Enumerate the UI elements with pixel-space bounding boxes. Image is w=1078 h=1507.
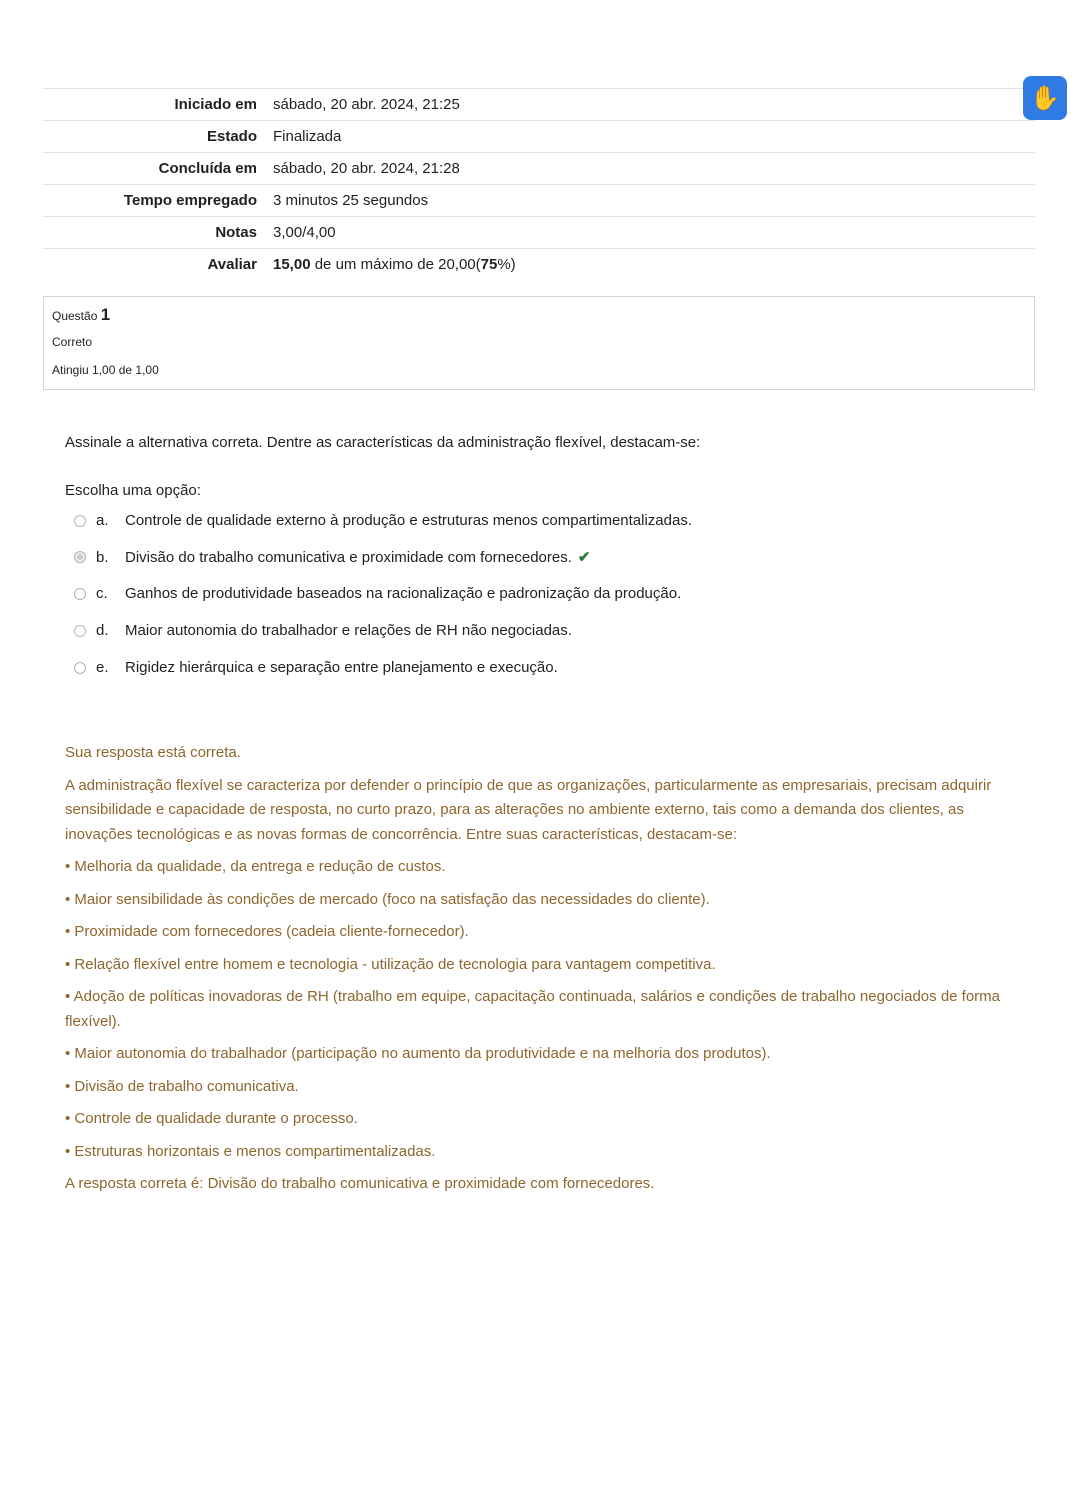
summary-row: Avaliar 15,00 de um máximo de 20,00(75%) — [43, 249, 1035, 281]
question-text: Assinale a alternativa correta. Dentre as características da administração flexível, destacam-se: — [65, 434, 701, 451]
summary-row: Concluída em sábado, 20 abr. 2024, 21:28 — [43, 153, 1035, 185]
option-e[interactable]: e. Rigidez hierárquica e separação entre planejamento e execução. — [74, 659, 558, 676]
summary-row: Tempo empregado 3 minutos 25 segundos — [43, 185, 1035, 217]
radio-button[interactable] — [74, 662, 86, 674]
option-a[interactable]: a. Controle de qualidade externo à produção e estruturas menos compartimentalizadas. — [74, 512, 692, 529]
summary-row: Notas 3,00/4,00 — [43, 217, 1035, 249]
question-info-box — [43, 296, 1035, 390]
question-state: Correto — [52, 335, 93, 349]
radio-button[interactable] — [74, 515, 86, 527]
answer-prompt: Escolha uma opção: — [65, 482, 201, 499]
sign-language-hands-icon: ✋ — [1030, 84, 1060, 112]
vlibras-accessibility-button[interactable] — [1023, 76, 1067, 120]
summary-row: Estado Finalizada — [43, 121, 1035, 153]
option-d[interactable]: d. Maior autonomia do trabalhador e relações de RH não negociadas. — [74, 622, 572, 639]
option-b[interactable]: b. Divisão do trabalho comunicativa e proximidade com fornecedores. ✔ — [74, 548, 590, 566]
summary-row: Iniciado em sábado, 20 abr. 2024, 21:25 — [43, 89, 1035, 121]
radio-button[interactable] — [74, 625, 86, 637]
question-mark: Atingiu 1,00 de 1,00 — [52, 363, 159, 377]
grade-value: 15,00 de um máximo de 20,00(75%) — [273, 256, 516, 273]
option-c[interactable]: c. Ganhos de produtividade baseados na racionalização e padronização da produção. — [74, 585, 681, 602]
correct-check-icon: ✔ — [577, 549, 591, 566]
radio-button-selected[interactable] — [74, 551, 86, 563]
question-number: Questão 1 — [52, 305, 111, 324]
radio-button[interactable] — [74, 588, 86, 600]
attempt-summary-table — [43, 88, 1035, 280]
feedback: Sua resposta está correta. A administração flexível se caracteriza por defender o princípio de que as organizações, particularmente as empresariais, precisam adquirir sensibilidade e capacidade de resposta, no curto prazo, para as alterações no ambiente externo, tais como a demanda dos clientes, as inovações tecnológicas e as novas formas de concorrência. Entre suas características, destacam-se: • Melhoria da qualidade, da entrega e redução de custos. • Maior sensibilidade às condições de mercado (foco na satisfação das necessidades do cliente). • Proximidade com fornecedores (cadeia cliente-fornecedor). • Relação flexível entre homem e tecnologia - utilização de tecnologia para vantagem competitiva. • Adoção de políticas inovadoras de RH (trabalho em equipe, capacitação continuada, salários e condições de trabalho negociados de forma flexível). • Maior autonomia do trabalhador (participação no aumento da produtividade e na melhoria dos produtos). • Divisão de trabalho comunicativa. • Controle de qualidade durante o processo. • Estruturas horizontais e menos compartimentalizadas. A resposta correta é: Divisão do trabalho comunicativa e proximidade com fornecedores. — [65, 744, 1001, 1192]
